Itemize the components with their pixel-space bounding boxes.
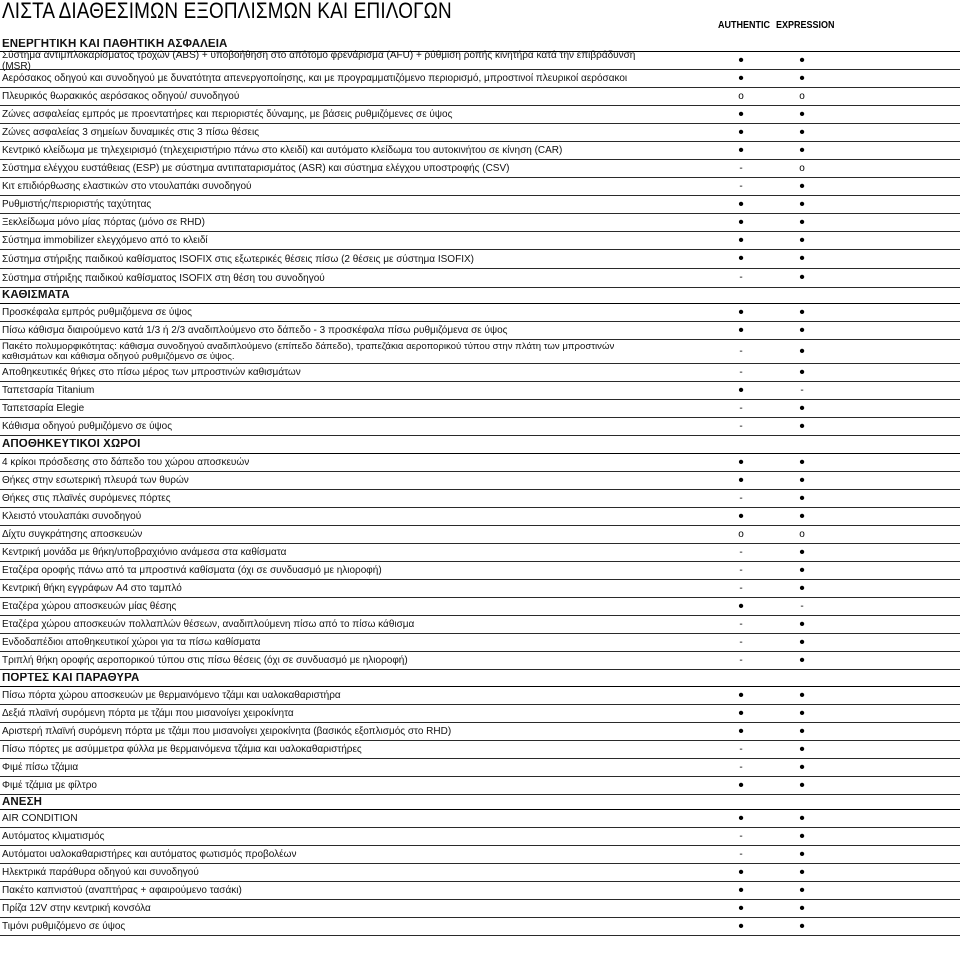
expression-availability: - <box>800 600 804 612</box>
expression-availability: • <box>799 917 805 935</box>
table-row <box>0 544 960 562</box>
section-heading <box>0 795 960 810</box>
expression-availability: • <box>799 845 805 863</box>
expression-availability: • <box>799 363 805 381</box>
authentic-availability: - <box>739 582 743 594</box>
feature-label: Πίσω πόρτα χώρου αποσκευών με θερμαινόμενο τζάμι και υαλοκαθαριστήρα <box>2 690 341 701</box>
section-title: ΚΑΘΙΣΜΑΤΑ <box>2 290 70 301</box>
authentic-availability: • <box>738 213 744 231</box>
feature-label: Ταπετσαρία Titanium <box>2 385 95 396</box>
authentic-availability: • <box>738 51 744 69</box>
feature-label: Δεξιά πλαϊνή συρόμενη πόρτα με τζάμι που μισανοίγει χειροκίνητα <box>2 708 294 719</box>
feature-label: Κεντρική θήκη εγγράφων A4 στο ταμπλό <box>2 583 182 594</box>
section-title: ΠΟΡΤΕΣ ΚΑΙ ΠΑΡΑΘΥΡΑ <box>2 672 140 684</box>
feature-label: Ξεκλείδωμα μόνο μίας πόρτας (μόνο σε RHD) <box>2 217 205 228</box>
expression-availability: • <box>799 758 805 776</box>
expression-availability: • <box>799 507 805 525</box>
table-row <box>0 340 960 364</box>
authentic-availability: • <box>738 381 744 399</box>
expression-availability: • <box>799 776 805 794</box>
feature-label: Κεντρική μονάδα με θήκη/υποβραχιόνιο ανάμεσα στα καθίσματα <box>2 547 287 558</box>
table-row <box>0 652 960 670</box>
authentic-availability: - <box>739 345 743 357</box>
expression-availability: • <box>799 899 805 917</box>
authentic-availability: • <box>738 303 744 321</box>
authentic-availability: o <box>738 528 744 540</box>
expression-availability: • <box>799 195 805 213</box>
authentic-availability: - <box>739 743 743 755</box>
table-row <box>0 232 960 250</box>
feature-label: Πίσω πόρτες με ασύμμετρα φύλλα με θερμαινόμενα τζάμια και υαλοκαθαριστήρες <box>2 744 362 755</box>
authentic-availability: - <box>739 830 743 842</box>
authentic-availability: • <box>738 195 744 213</box>
feature-label: Ενδοδαπέδιοι αποθηκευτικοί χώροι για τα πίσω καθίσματα <box>2 637 261 648</box>
authentic-availability: - <box>739 761 743 773</box>
table-row <box>0 214 960 232</box>
section-heading <box>0 670 960 687</box>
expression-availability: • <box>799 651 805 669</box>
expression-availability: • <box>799 686 805 704</box>
feature-label: Φιμέ πίσω τζάμια <box>2 762 79 773</box>
section-heading <box>0 288 960 304</box>
expression-availability: • <box>799 704 805 722</box>
authentic-availability: - <box>739 180 743 192</box>
feature-label: Αυτόματος κλιματισμός <box>2 831 105 842</box>
table-row <box>0 687 960 705</box>
authentic-availability: - <box>739 618 743 630</box>
table-row <box>0 178 960 196</box>
table-row <box>0 196 960 214</box>
table-row <box>0 882 960 900</box>
table-row <box>0 304 960 322</box>
feature-label: Εταζέρα χώρου αποσκευών μίας θέσης <box>2 601 177 612</box>
authentic-availability: - <box>739 366 743 378</box>
table-row <box>0 828 960 846</box>
feature-label: Αποθηκευτικές θήκες στο πίσω μέρος των μπροστινών καθισμάτων <box>2 367 301 378</box>
section-title: ΑΝΕΣΗ <box>2 796 42 808</box>
table-row <box>0 526 960 544</box>
feature-label: 4 κρίκοι πρόσδεσης στο δάπεδο του χώρου αποσκευών <box>2 457 250 468</box>
authentic-availability: • <box>738 507 744 525</box>
authentic-availability: • <box>738 471 744 489</box>
feature-label: Πρίζα 12V στην κεντρική κονσόλα <box>2 903 151 914</box>
column-header-authentic: AUTHENTIC <box>718 20 771 31</box>
expression-availability: • <box>799 579 805 597</box>
feature-label: Θήκες στην εσωτερική πλευρά των θυρών <box>2 475 189 486</box>
expression-availability: • <box>799 863 805 881</box>
expression-availability: • <box>799 740 805 758</box>
authentic-availability: • <box>738 686 744 704</box>
authentic-availability: • <box>738 231 744 249</box>
table-row <box>0 508 960 526</box>
table-row <box>0 322 960 340</box>
feature-label: Ζώνες ασφαλείας 3 σημείων δυναμικές στις 3 πίσω θέσεις <box>2 127 260 138</box>
table-row <box>0 864 960 882</box>
authentic-availability: • <box>738 863 744 881</box>
expression-availability: • <box>799 105 805 123</box>
table-row <box>0 759 960 777</box>
feature-label: Κιτ επιδιόρθωσης ελαστικών στο ντουλαπάκι συνοδηγού <box>2 181 252 192</box>
feature-label: Αυτόματοι υαλοκαθαριστήρες και αυτόματος φωτισμός προβολέων <box>2 849 297 860</box>
expression-availability: • <box>799 303 805 321</box>
table-row <box>0 400 960 418</box>
feature-label: Πίσω κάθισμα διαιρούμενο κατά 1/3 ή 2/3 αναδιπλούμενο στο δάπεδο - 3 προσκέφαλα πίσω ρυθμιζόμενα σε ύψος <box>2 325 508 336</box>
authentic-availability: • <box>738 123 744 141</box>
authentic-availability: • <box>738 776 744 794</box>
table-row <box>0 810 960 828</box>
table-row <box>0 364 960 382</box>
feature-label: Πακέτο καπνιστού (αναπτήρας + αφαιρούμενο τασάκι) <box>2 885 242 896</box>
expression-availability: • <box>799 543 805 561</box>
table-row <box>0 900 960 918</box>
authentic-availability: • <box>738 809 744 827</box>
expression-availability: • <box>799 471 805 489</box>
expression-availability: • <box>799 615 805 633</box>
expression-availability: • <box>799 321 805 339</box>
table-row <box>0 741 960 759</box>
table-row <box>0 918 960 936</box>
authentic-availability: • <box>738 250 744 267</box>
authentic-availability: • <box>738 453 744 471</box>
expression-availability: - <box>800 384 804 396</box>
table-row <box>0 580 960 598</box>
expression-availability: • <box>799 633 805 651</box>
table-row <box>0 142 960 160</box>
authentic-availability: - <box>739 420 743 432</box>
expression-availability: • <box>799 722 805 740</box>
feature-label: Ρυθμιστής/περιοριστής ταχύτητας <box>2 199 152 210</box>
equipment-table <box>0 37 960 936</box>
table-row <box>0 472 960 490</box>
feature-label: Τιμόνι ρυθμιζόμενο σε ύψος <box>2 921 126 932</box>
feature-label: Τριπλή θήκη οροφής αεροπορικού τύπου στις πίσω θέσεις (όχι σε συνδυασμό με ηλιοροφή) <box>2 655 408 666</box>
feature-label: Σύστημα immobilizer ελεγχόμενο από το κλειδί <box>2 235 208 246</box>
expression-availability: • <box>799 250 805 267</box>
section-heading <box>0 436 960 454</box>
feature-label: Φιμέ τζάμια με φίλτρο <box>2 780 97 791</box>
authentic-availability: • <box>738 899 744 917</box>
feature-label: Εταζέρα χώρου αποσκευών πολλαπλών θέσεων, αναδιπλούμενη πίσω από το πίσω κάθισμα <box>2 619 415 630</box>
authentic-availability: - <box>739 272 743 283</box>
expression-availability: o <box>799 528 805 540</box>
authentic-availability: - <box>739 546 743 558</box>
feature-label: Σύστημα ελέγχου ευστάθειας (ESP) με σύστημα αντιπαταρισμάτος (ASR) και σύστημα ελέγχου υποστροφής (CSV) <box>2 163 510 174</box>
table-row <box>0 634 960 652</box>
authentic-availability: • <box>738 881 744 899</box>
expression-availability: • <box>799 453 805 471</box>
table-row <box>0 846 960 864</box>
authentic-availability: - <box>739 492 743 504</box>
authentic-availability: • <box>738 69 744 87</box>
authentic-availability: • <box>738 722 744 740</box>
feature-label: AIR CONDITION <box>2 813 78 824</box>
table-row <box>0 160 960 178</box>
feature-label: Δίχτυ συγκράτησης αποσκευών <box>2 529 143 540</box>
feature-label: Κεντρικό κλείδωμα με τηλεχειρισμό (τηλεχειριστήριο πάνω στο κλειδί) και αυτόματο κλείδωμα του αυτοκινήτου σε κίνηση (CAR) <box>2 145 563 156</box>
feature-label: Αριστερή πλαϊνή συρόμενη πόρτα με τζάμι που μισανοίγει χειροκίνητα (βασικός εξοπλισμός στο RHD) <box>2 726 452 737</box>
feature-label: Σύστημα στήριξης παιδικού καθίσματος ISOFIX στη θέση του συνοδηγού <box>2 272 325 284</box>
authentic-availability: - <box>739 654 743 666</box>
authentic-availability: - <box>739 402 743 414</box>
feature-label: Θήκες στις πλαϊνές συρόμενες πόρτες <box>2 493 171 504</box>
expression-availability: • <box>799 123 805 141</box>
expression-availability: o <box>799 162 805 174</box>
feature-label: Εταζέρα οροφής πάνω από τα μπροστινά καθίσματα (όχι σε συνδυασμό με ηλιοροφή) <box>2 565 382 576</box>
authentic-availability: - <box>739 564 743 576</box>
table-row <box>0 418 960 436</box>
expression-availability: • <box>799 489 805 507</box>
authentic-availability: • <box>738 597 744 615</box>
authentic-availability: o <box>738 90 744 102</box>
feature-label: Πακέτο πολυμορφικότητας: κάθισμα συνοδηγού αναδιπλούμενο (επίπεδο δάπεδο), τραπεζάκια αεροπορικού τύπου στην πλάτη των μπροστινών καθισμάτων και κάθισμα οδηγού ρυθμιζόμενο σε ύψος. <box>2 341 615 362</box>
table-row <box>0 723 960 741</box>
authentic-availability: - <box>739 848 743 860</box>
table-row <box>0 616 960 634</box>
authentic-availability: • <box>738 917 744 935</box>
feature-label: Αερόσακος οδηγού και συνοδηγού με δυνατότητα απενεργοποίησης, και με προγραμματιζόμενο περιορισμό, μπροστινοί πλευρικοί αερόσακοι <box>2 73 628 84</box>
table-row <box>0 454 960 472</box>
expression-availability: • <box>799 231 805 249</box>
page-title: ΛΙΣΤΑ ΔΙΑΘΕΣΙΜΩΝ ΕΞΟΠΛΙΣΜΩΝ ΚΑΙ ΕΠΙΛΟΓΩΝ <box>2 0 452 23</box>
feature-label: Ζώνες ασφαλείας εμπρός με προεντατήρες και περιοριστές δύναμης, με βάσεις ρυθμιζόμενες σε ύψος <box>2 109 453 120</box>
feature-label: Σύστημα αντιμπλοκαρίσματος τροχών (ABS) + υποβοήθηση στο απότομο φρενάρισμα (AFU) + ρύθμιση ροπής κινητήρα κατά την επιβράδυνση (MSR) <box>2 49 636 72</box>
table-row <box>0 777 960 795</box>
authentic-availability: - <box>739 162 743 174</box>
feature-label: Ταπετσαρία Elegie <box>2 403 85 414</box>
expression-availability: • <box>799 809 805 827</box>
expression-availability: • <box>799 141 805 159</box>
expression-availability: • <box>799 399 805 417</box>
section-title: ΕΝΕΡΓΗΤΙΚΗ ΚΑΙ ΠΑΘΗΤΙΚΗ ΑΣΦΑΛΕΙΑ <box>2 38 228 50</box>
column-header-expression: EXPRESSION <box>776 20 835 31</box>
feature-label: Πλευρικός θωρακικός αερόσακος οδηγού/ συνοδηγού <box>2 91 240 102</box>
expression-availability: • <box>799 177 805 195</box>
table-row <box>0 49 960 72</box>
table-row <box>0 88 960 106</box>
expression-availability: • <box>799 51 805 69</box>
table-row <box>0 106 960 124</box>
expression-availability: • <box>799 342 805 360</box>
section-title: ΑΠΟΘΗΚΕΥΤΙΚΟΙ ΧΩΡΟΙ <box>2 439 141 450</box>
table-row <box>0 124 960 142</box>
expression-availability: • <box>799 269 805 286</box>
table-row <box>0 598 960 616</box>
expression-availability: • <box>799 417 805 435</box>
table-row <box>0 269 960 288</box>
expression-availability: • <box>799 69 805 87</box>
table-row <box>0 490 960 508</box>
table-row <box>0 705 960 723</box>
feature-label: Κλειστό ντουλαπάκι συνοδηγού <box>2 511 142 522</box>
table-row <box>0 562 960 580</box>
authentic-availability: • <box>738 704 744 722</box>
table-row <box>0 70 960 88</box>
feature-label: Σύστημα στήριξης παιδικού καθίσματος ISOFIX στις εξωτερικές θέσεις πίσω (2 θέσεις με σύστημα ISOFIX) <box>2 253 474 265</box>
table-row <box>0 250 960 269</box>
expression-availability: • <box>799 881 805 899</box>
expression-availability: • <box>799 561 805 579</box>
feature-label: Προσκέφαλα εμπρός ρυθμιζόμενα σε ύψος <box>2 307 192 318</box>
expression-availability: • <box>799 213 805 231</box>
expression-availability: • <box>799 827 805 845</box>
authentic-availability: • <box>738 105 744 123</box>
authentic-availability: • <box>738 141 744 159</box>
authentic-availability: - <box>739 636 743 648</box>
authentic-availability: • <box>738 321 744 339</box>
feature-label: Κάθισμα οδηγού ρυθμιζόμενο σε ύψος <box>2 421 173 432</box>
expression-availability: o <box>799 90 805 102</box>
table-row <box>0 382 960 400</box>
feature-label: Ηλεκτρικά παράθυρα οδηγού και συνοδηγού <box>2 867 199 878</box>
